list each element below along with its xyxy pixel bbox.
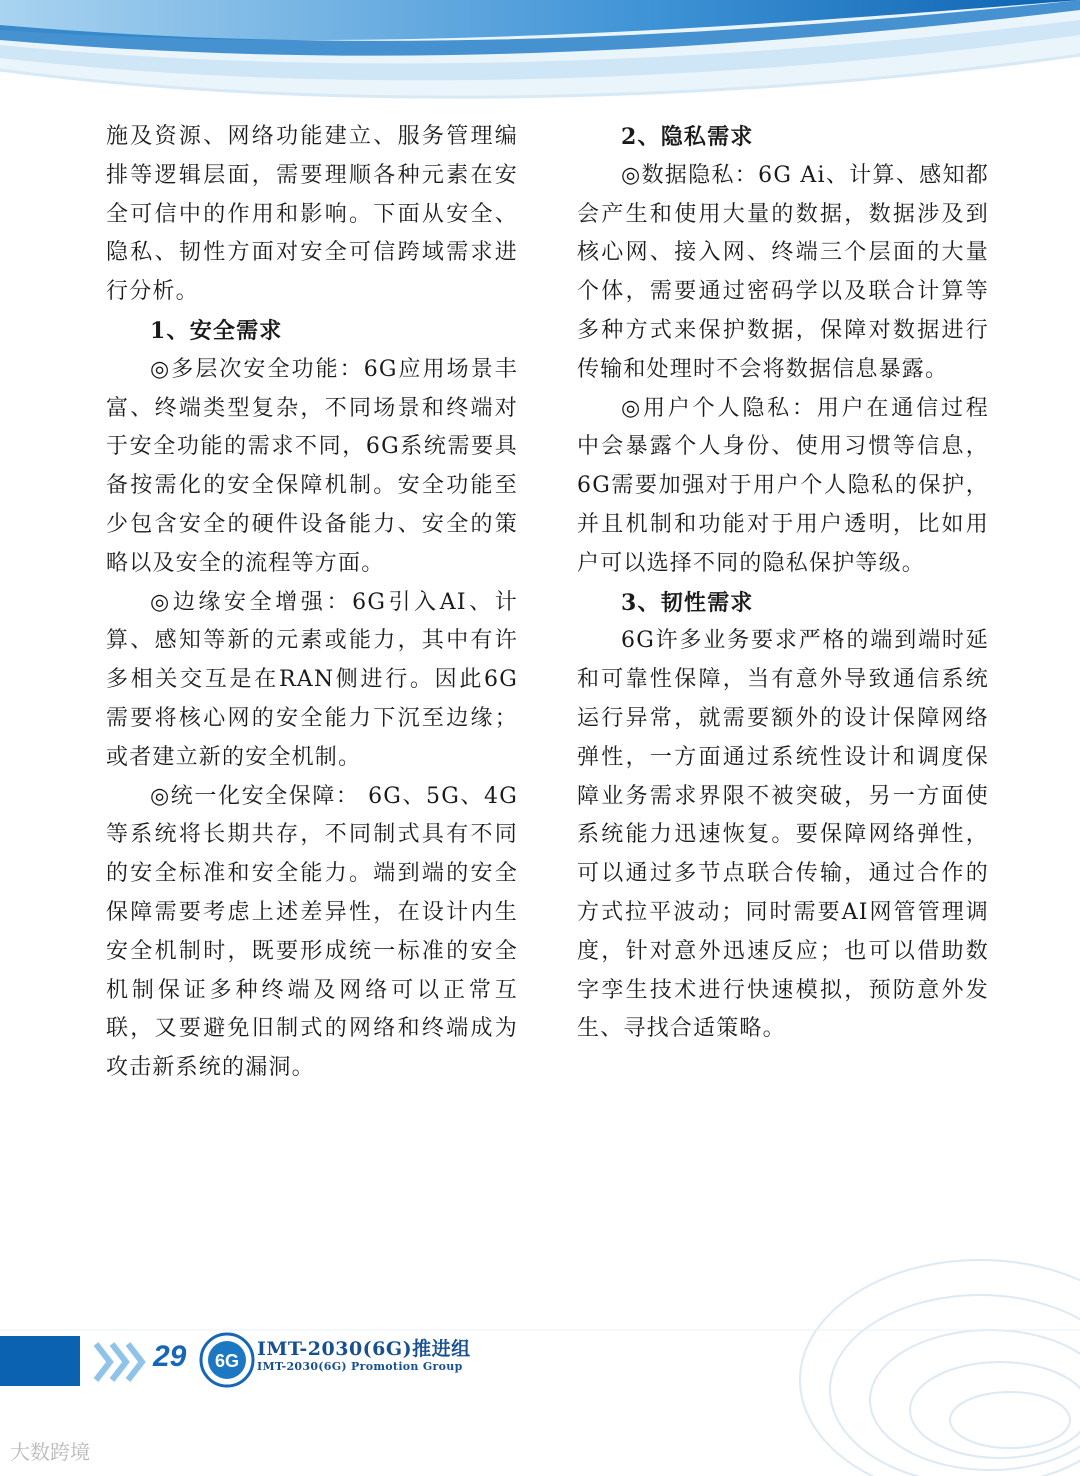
logo-text: 6G (214, 1351, 240, 1371)
bottom-swirl-decoration (0, 1180, 1080, 1476)
footer-blue-bar (0, 1336, 80, 1386)
unified-security-paragraph: ◎统一化安全保障： 6G、5G、4G等系统将长期共存，不同制式具有不同的安全标准和安全能力。端到端的安全保障需要考虑上述差异性，在设计内生安全机制时，既要形成统一标准的安全机制保证多种终端及网络可以正常互联，又要避免旧制式的网络和终端成为攻击新系统的漏洞。 (106, 783, 518, 1081)
security-requirements-heading: 1、安全需求 (150, 317, 283, 344)
header-wave-decoration (0, 0, 1080, 120)
privacy-requirements-heading: 2、隐私需求 (621, 124, 754, 150)
edge-security-paragraph: ◎边缘安全增强：6G引入AI、计算、感知等新的元素或能力，其中有许多相关交互是在RAN侧进行。因此6G需要将核心网的安全能力下沉至边缘；或者建立新的安全机制。 (106, 589, 518, 770)
org-name-cn: IMT-2030(6G)推进组 (257, 1338, 471, 1360)
multilevel-security-paragraph: ◎多层次安全功能：6G应用场景丰富、终端类型复杂，不同场景和终端对于安全功能的需求不同，6G系统需要具备按需化的安全保障机制。安全功能至少包含安全的硬件设备能力、安全的策略以及安全的流程等方面。 (106, 356, 518, 576)
right-text-column (577, 118, 989, 1049)
org-name-en: IMT-2030(6G) Promotion Group (257, 1360, 463, 1373)
watermark-text: 大数跨境 (10, 1440, 90, 1464)
intro-paragraph: 施及资源、网络功能建立、服务管理编排等逻辑层面，需要理顺各种元素在安全可信中的作用和影响。下面从安全、隐私、韧性方面对安全可信跨域需求进行分析。 (106, 124, 518, 305)
resilience-paragraph: 6G许多业务要求严格的端到端时延和可靠性保障，当有意外导致通信系统运行异常，就需要额外的设计保障网络弹性，一方面通过系统性设计和调度保障业务需求界限不被突破，另一方面使系统能力迅速恢复。要保障网络弹性，可以通过多节点联合传输，通过合作的方式拉平波动；同时需要AI网管管理调度，针对意外迅速反应；也可以借助数字孪生技术进行快速模拟，预防意外发生、寻找合适策略。 (577, 628, 989, 1042)
user-privacy-paragraph: ◎用户个人隐私：用户在通信过程中会暴露个人身份、使用习惯等信息，6G需要加强对于用户个人隐私的保护，并且机制和功能对于用户透明，比如用户可以选择不同的隐私保护等级。 (577, 395, 989, 576)
left-text-column (106, 118, 518, 1088)
data-privacy-paragraph: ◎数据隐私：6G Ai、计算、感知都会产生和使用大量的数据，数据涉及到核心网、接入网、终端三个层面的大量个体，需要通过密码学以及联合计算等多种方式来保护数据，保障对数据进行传输和处理时不会将数据信息暴露。 (577, 162, 989, 382)
page-number: 29 (153, 1340, 187, 1373)
imt2030-logo-icon (199, 1332, 255, 1388)
resilience-requirements-heading: 3、韧性需求 (621, 589, 754, 616)
chevron-arrows-icon (92, 1340, 158, 1384)
